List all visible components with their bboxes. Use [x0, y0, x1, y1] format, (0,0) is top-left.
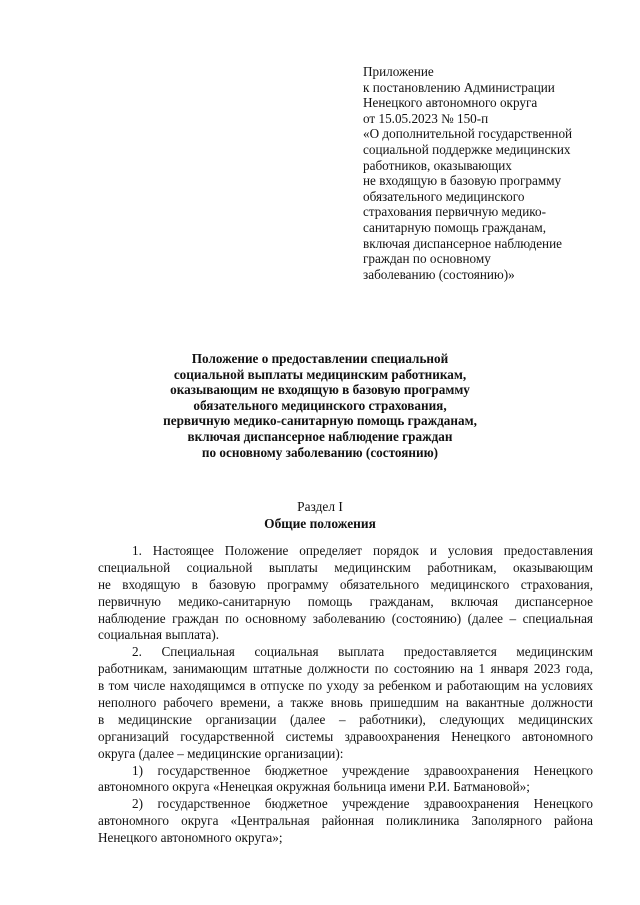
paragraph-line: автономного округа «Ненецкая окружная больница имени Р.И. Батмановой»; — [98, 779, 530, 795]
paragraph-line: первичную медико-санитарную помощь гражданам, включая диспансерное — [98, 593, 593, 609]
appendix-header — [363, 64, 603, 282]
title-line: Положение о предоставлении специальной — [191, 351, 449, 366]
paragraph-line: автономного округа «Центральная районная поликлиника Заполярного района — [98, 813, 593, 829]
paragraph-line: не входящую в базовую программу обязательного медицинского страхования, — [98, 576, 593, 592]
appendix-line: к постановлению Администрации — [363, 79, 555, 95]
appendix-line: обязательного медицинского — [363, 188, 525, 204]
title-line: оказывающим не входящую в базовую программу — [170, 382, 470, 398]
document-title — [120, 351, 520, 460]
appendix-line: не входящую в базовую программу — [363, 173, 562, 189]
title-line: включая диспансерное наблюдение граждан — [187, 428, 453, 444]
title-line: первичную медико-санитарную помощь гражданам, — [163, 413, 477, 429]
paragraph-line: 2. Специальная социальная выплата предоставляется медицинским — [132, 644, 593, 660]
appendix-line: работников, оказывающих — [363, 157, 512, 173]
appendix-line: «О дополнительной государственной — [363, 126, 573, 142]
paragraph-line: 2) государственное бюджетное учреждение здравоохранения Ненецкого — [132, 796, 593, 812]
paragraph-line: организаций государственной системы здравоохранения Ненецкого автономного — [98, 728, 593, 744]
paragraph-line: наблюдение граждан по основному заболеванию (состоянию) (далее – специальная — [98, 610, 593, 626]
paragraph-line: в том числе находящимся в отпуске по уходу за ребенком и работающим на условиях — [98, 678, 593, 694]
paragraph-line: социальная выплата). — [98, 627, 220, 643]
title-line: обязательного медицинского страхования, — [193, 397, 447, 413]
section-number: Раздел I — [297, 499, 343, 514]
appendix-line: Ненецкого автономного округа — [363, 95, 538, 111]
paragraph-line: Ненецкого автономного округа»; — [98, 830, 283, 846]
paragraph-line: специальной социальной выплаты медицинским работникам, оказывающим — [98, 559, 593, 575]
appendix-line: социальной поддержке медицинских — [363, 141, 571, 157]
paragraph-line: работникам, занимающим штатные должности по состоянию на 1 января 2023 года, — [98, 661, 593, 677]
appendix-line: граждан по основному — [363, 251, 491, 267]
appendix-line: от 15.05.2023 № 150-п — [363, 110, 489, 126]
paragraph-line: 1. Настоящее Положение определяет порядок и условия предоставления — [132, 543, 593, 558]
appendix-line: санитарную помощь гражданам, — [363, 219, 547, 235]
appendix-line: Приложение — [363, 64, 434, 79]
document-body — [98, 543, 593, 847]
section-heading: Общие положения — [264, 516, 376, 531]
paragraph-line: в медицинские организации (далее – работники), следующих медицинских — [98, 711, 593, 727]
title-line: по основному заболеванию (состоянию) — [201, 444, 439, 460]
appendix-line: заболеванию (состоянию)» — [363, 266, 515, 282]
appendix-line: включая диспансерное наблюдение — [363, 235, 563, 251]
section-header — [120, 498, 520, 532]
paragraph-line: 1) государственное бюджетное учреждение здравоохранения Ненецкого — [132, 762, 593, 778]
title-line: социальной выплаты медицинским работникам, — [173, 366, 467, 382]
paragraph-line: округа (далее – медицинские организации): — [98, 745, 344, 761]
appendix-line: страхования первичную медико- — [363, 204, 547, 220]
paragraph-line: неполного рабочего времени, а также вновь пришедшим на вакантные должности — [98, 695, 593, 711]
